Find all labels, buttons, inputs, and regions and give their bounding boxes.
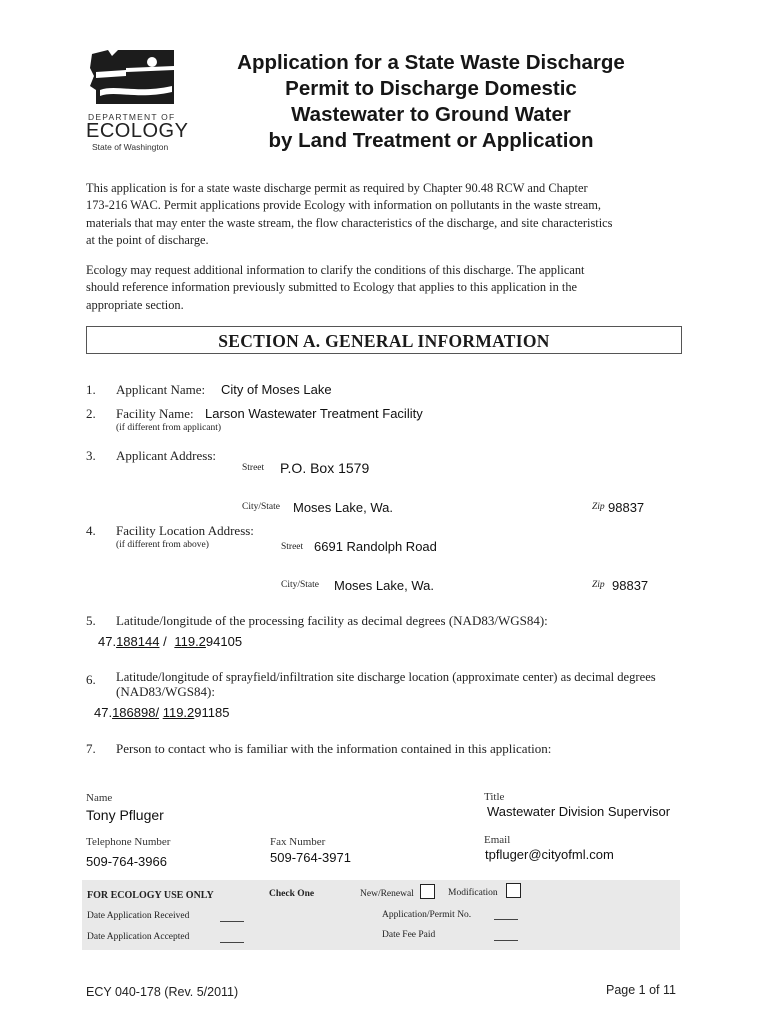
q3-label: Applicant Address: — [116, 448, 217, 463]
contact-name-label: Name — [86, 792, 113, 804]
intro-p1-line: 173-216 WAC. Permit applications provide Ecology with information on pollutants in the waste stream, — [86, 198, 601, 213]
facility-name-field[interactable]: Larson Wastewater Treatment Facility — [205, 406, 423, 421]
ecology-use-only-box — [82, 880, 680, 950]
q2-number: 2. — [86, 406, 96, 421]
q4-street-label: Street — [281, 542, 304, 552]
q4-note: (if different from above) — [116, 540, 209, 550]
q6-label-line2: (NAD83/WGS84): — [116, 684, 215, 699]
intro-paragraph-2 — [86, 262, 706, 314]
applicant-zip-field[interactable]: 98837 — [608, 500, 645, 515]
intro-p1-line: This application is for a state waste discharge permit as required by Chapter 90.48 RCW and Chapter — [86, 181, 588, 195]
permit-no-field[interactable] — [494, 919, 518, 920]
form-id: ECY 040-178 (Rev. 5/2011) — [86, 985, 239, 999]
q4-city-label: City/State — [281, 580, 319, 590]
contact-name-field[interactable]: Tony Pfluger — [86, 807, 164, 823]
contact-title-field[interactable]: Wastewater Division Supervisor — [487, 804, 671, 819]
contact-email-field[interactable]: tpfluger@cityofml.com — [485, 847, 614, 862]
q5-lon-underlined: 119.2 — [174, 634, 206, 649]
q7-number: 7. — [86, 741, 96, 756]
q1-number: 1. — [86, 382, 96, 397]
title-line-1: Application for a State Waste Discharge — [237, 51, 625, 74]
q4-number: 4. — [86, 523, 96, 538]
intro-p1-line: materials that may enter the waste stream, the flow characteristics of the discharge, and site characteristics — [86, 215, 613, 230]
check-one-label: Check One — [269, 889, 315, 899]
new-renewal-label: New/Renewal — [360, 889, 414, 899]
applicant-city-field[interactable]: Moses Lake, Wa. — [293, 500, 393, 515]
contact-email-label: Email — [484, 834, 511, 846]
processing-facility-coordinates[interactable] — [98, 634, 242, 649]
date-received-label: Date Application Received — [87, 911, 190, 921]
logo-agency: ECOLOGY — [86, 120, 189, 142]
facility-street-field[interactable]: 6691 Randolph Road — [314, 539, 437, 554]
title-line-4: by Land Treatment or Application — [268, 129, 594, 152]
q5-number: 5. — [86, 613, 96, 628]
facility-zip-field[interactable]: 98837 — [612, 578, 649, 593]
intro-p2-line: Ecology may request additional information to clarify the conditions of this discharge. The applicant — [86, 263, 585, 277]
q2-note: (if different from applicant) — [116, 423, 222, 433]
q3-city-label: City/State — [242, 502, 280, 512]
document-title — [196, 50, 666, 154]
q6-label-line1: Latitude/longitude of sprayfield/infiltration site discharge location (approximate center) as decimal degrees — [116, 670, 656, 684]
q6-lon-underlined: 119.2 — [162, 705, 195, 720]
q5-lat-prefix: 47. — [98, 634, 117, 649]
agency-logo — [86, 46, 189, 154]
contact-title-label: Title — [484, 791, 505, 803]
permit-no-label: Application/Permit No. — [382, 910, 472, 920]
applicant-street-field[interactable]: P.O. Box 1579 — [280, 460, 370, 476]
new-renewal-checkbox[interactable] — [420, 884, 435, 899]
facility-city-field[interactable]: Moses Lake, Wa. — [334, 578, 434, 593]
q4-label: Facility Location Address: — [116, 523, 254, 538]
fee-paid-label: Date Fee Paid — [382, 930, 436, 940]
page-number: Page 1 of 11 — [606, 983, 676, 997]
applicant-name-field[interactable]: City of Moses Lake — [221, 382, 332, 397]
fee-paid-field[interactable] — [494, 940, 518, 941]
date-received-field[interactable] — [220, 921, 244, 922]
date-accepted-label: Date Application Accepted — [87, 932, 190, 942]
title-line-3: Wastewater to Ground Water — [291, 103, 571, 126]
intro-paragraph-1 — [86, 180, 706, 249]
q6-number: 6. — [86, 672, 96, 687]
q6-lat-prefix: 47. — [94, 705, 113, 720]
q5-separator: / — [163, 634, 167, 649]
washington-state-map-icon — [86, 46, 182, 110]
contact-phone-field[interactable]: 509-764-3966 — [86, 854, 167, 869]
q5-lon-suffix: 94105 — [205, 634, 243, 649]
contact-fax-label: Fax Number — [270, 836, 326, 848]
q7-label: Person to contact who is familiar with the information contained in this application: — [116, 741, 552, 756]
modification-checkbox[interactable] — [506, 883, 521, 898]
q6-lat-underlined: 186898/ — [112, 705, 160, 720]
q4-zip-label: Zip — [592, 580, 605, 590]
logo-dept-label: DEPARTMENT OF — [88, 112, 176, 122]
intro-p2-line: appropriate section. — [86, 297, 184, 312]
title-line-2: Permit to Discharge Domestic — [285, 77, 577, 100]
intro-p2-line: should reference information previously submitted to Ecology that applies to this application in the — [86, 280, 578, 295]
q6-lon-suffix: 91185 — [194, 705, 230, 720]
contact-phone-label: Telephone Number — [86, 836, 171, 848]
q2-label: Facility Name: — [116, 406, 194, 421]
section-a-heading: SECTION A. GENERAL INFORMATION — [218, 331, 550, 351]
q5-label: Latitude/longitude of the processing facility as decimal degrees (NAD83/WGS84): — [116, 613, 548, 628]
intro-p1-line: at the point of discharge. — [86, 232, 209, 247]
section-a-heading-box — [86, 326, 682, 354]
contact-fax-field[interactable]: 509-764-3971 — [270, 850, 351, 865]
sprayfield-coordinates[interactable] — [94, 705, 229, 720]
q3-zip-label: Zip — [592, 502, 605, 512]
q1-label: Applicant Name: — [116, 382, 206, 397]
logo-state: State of Washington — [92, 142, 169, 152]
ecology-use-heading: FOR ECOLOGY USE ONLY — [87, 890, 214, 901]
q3-street-label: Street — [242, 463, 265, 473]
date-accepted-field[interactable] — [220, 942, 244, 943]
q3-number: 3. — [86, 448, 96, 463]
modification-label: Modification — [448, 888, 498, 898]
q5-lat-underlined: 188144 — [116, 634, 160, 649]
